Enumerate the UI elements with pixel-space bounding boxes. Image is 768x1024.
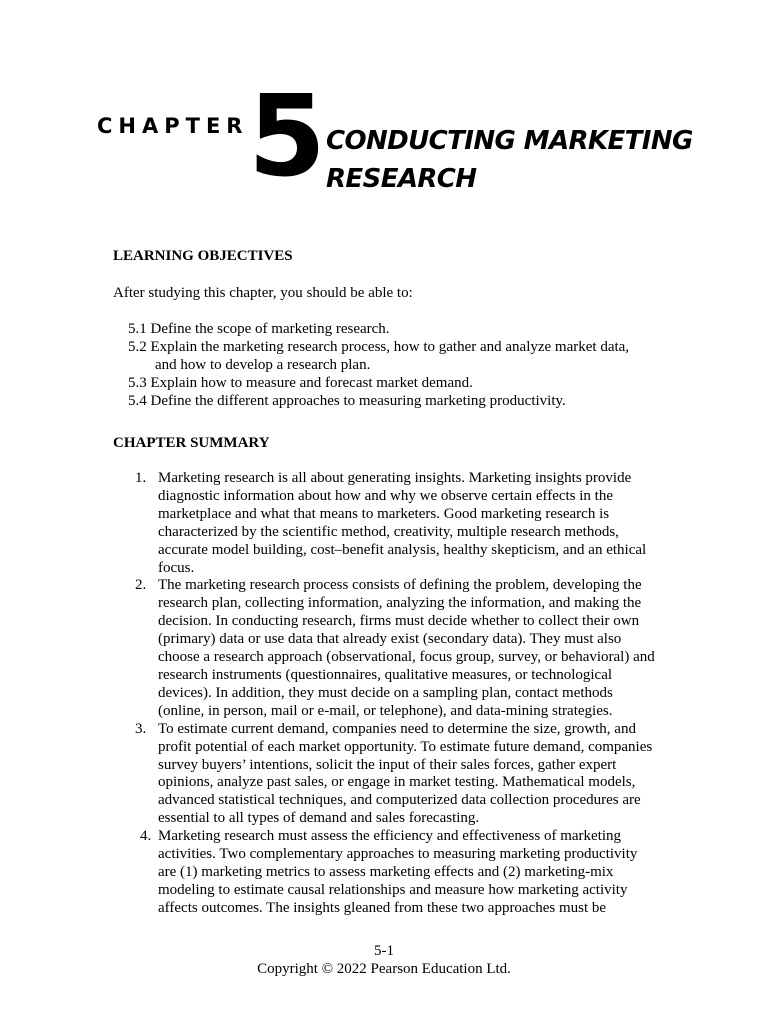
summary-item: [135, 721, 655, 828]
summary-item-number: 2.: [135, 577, 147, 594]
chapter-title-line-1: CONDUCTING MARKETING: [326, 126, 693, 156]
objective-item: 5.1 Define the scope of marketing research.: [128, 321, 390, 337]
summary-item: [135, 470, 655, 577]
objective-item: 5.3 Explain how to measure and forecast market demand.: [128, 375, 473, 391]
copyright-notice: Copyright © 2022 Pearson Education Ltd.: [257, 961, 511, 977]
learning-objectives-intro: After studying this chapter, you should be able to:: [113, 285, 413, 301]
chapter-number: 5: [248, 72, 326, 202]
objective-item: 5.2 Explain the marketing research process, how to gather and analyze market data, and how to develop a research plan.: [128, 339, 630, 373]
summary-item-text: Marketing research must assess the efficiency and effectiveness of marketing activities. Two complementary approaches to measuring marketing productivity are (1) marketing metrics to assess marketing effects and (2) marketing-mix modeling to estimate causal relationships and measure how marketing activity affects outcomes. The insights gleaned from these two approaches must be: [158, 828, 638, 916]
summary-item-text: Marketing research is all about generating insights. Marketing insights provide diagnostic information about how and why we observe certain effects in the marketplace and what that means to marketers. Good marketing research is characterized by the scientific method, creativity, multiple research methods, accurate model building, cost–benefit analysis, healthy skepticism, and an ethical focus.: [158, 470, 647, 576]
chapter-title: [326, 122, 726, 198]
objective-item: 5.4 Define the different approaches to measuring marketing productivity.: [128, 393, 566, 409]
summary-item-number: 4.: [140, 828, 152, 845]
chapter-summary-heading: CHAPTER SUMMARY: [113, 435, 270, 451]
summary-item-text: The marketing research process consists of defining the problem, developing the research plan, collecting information, analyzing the information, and making the decision. In conducting research, firms must decide whether to collect their own (primary) data or use data that already exist (secondary data). They must also choose a research approach (observational, focus group, survey, or behavioral) and research instruments (questionnaires, qualitative measures, or technological devices). In addition, they must decide on a sampling plan, contact methods (online, in person, mail or e-mail, or telephone), and data-mining strategies.: [158, 577, 655, 719]
learning-objectives-list: [128, 320, 648, 410]
page-number: 5-1: [374, 943, 394, 959]
summary-item: [135, 828, 655, 918]
summary-item: [135, 577, 655, 720]
chapter-title-line-2: RESEARCH: [326, 164, 477, 194]
summary-item-text: To estimate current demand, companies need to determine the size, growth, and profit potential of each market opportunity. To estimate future demand, companies survey buyers’ intentions, solicit the input of their sales forces, gather expert opinions, analyze past sales, or engage in market testing. Mathematical models, advanced statistical techniques, and computerized data collection procedures are essential to all types of demand and sales forecasting.: [158, 720, 653, 827]
chapter-label: CHAPTER: [97, 114, 249, 138]
chapter-summary-list: [135, 470, 655, 918]
summary-item-number: 1.: [135, 470, 147, 486]
learning-objectives-heading: LEARNING OBJECTIVES: [113, 248, 293, 264]
summary-item-number: 3.: [135, 720, 147, 737]
